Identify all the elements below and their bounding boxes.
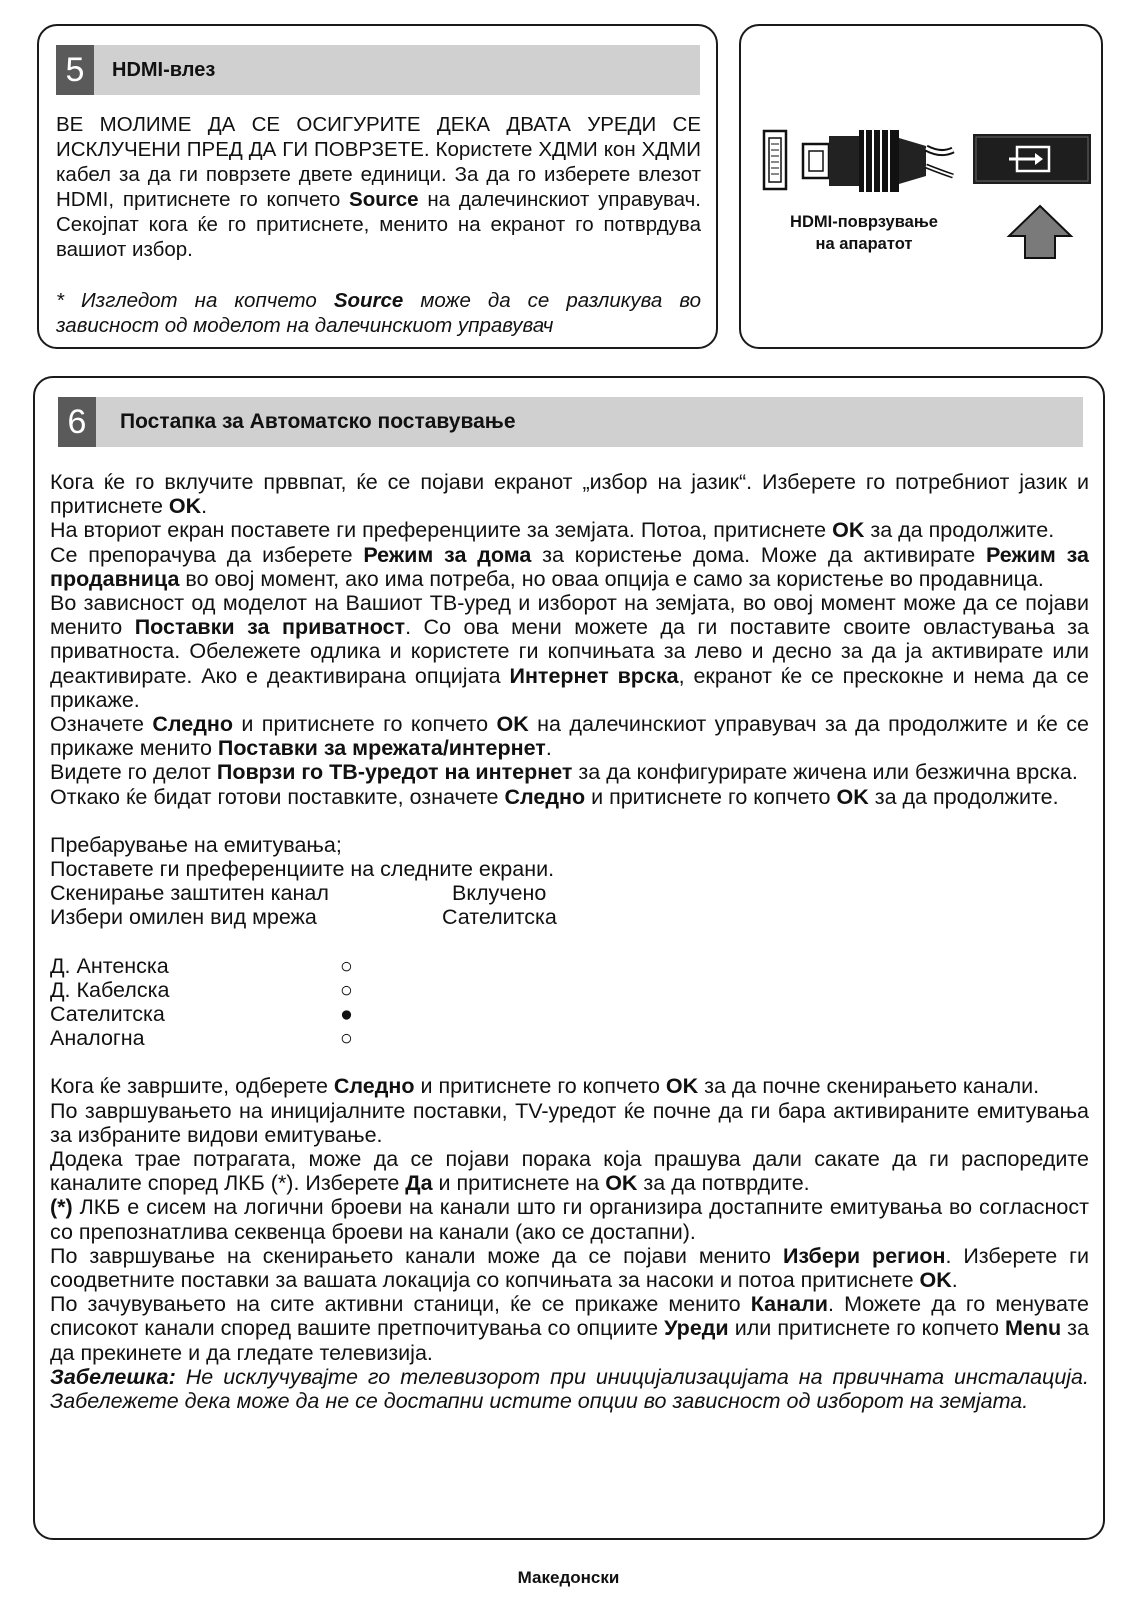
paragraph: Видете го делот Поврзи го ТВ-уредот на интернет за да конфигурирате жичена или безжична врска. <box>50 760 1078 785</box>
paragraph: По зачувувањето на сите активни станици, ќе се прикаже менито Канали. Можете да го менувате списокот канали според вашите претпочитувања со опциите Уреди или притиснете го копчето Menu за да прекинете и да гледате телевизија. <box>50 1292 1090 1365</box>
option-label: Д. Кабелска <box>50 977 170 1002</box>
hdmi-connection-figure <box>739 24 1103 349</box>
network-option <box>50 1002 1089 1026</box>
hdmi-port-icon <box>764 131 786 189</box>
figure-caption: HDMI-поврзување на апаратот <box>790 213 938 253</box>
network-option <box>50 954 1089 978</box>
paragraph: Означете Следно и притиснете го копчето OK на далечинскиот управувач за да продолжите и ќе се прикаже менито Поставки за мрежата/интернет. <box>50 712 1090 761</box>
section-header <box>58 397 1083 447</box>
source-input-button-icon <box>973 134 1091 184</box>
paragraph: Во зависност од моделот на Вашиот ТВ-уред и изборот на земјата, во овој момент може да се појави менито Поставки за приватност. Со ова мени можете да ги поставите своите овластувања за приватноста. Обележете одлика и користете ги копчињата за лево и десно за да ја активирате или деактивирате. Ако е деактивирана опцијата Интернет врска, екранот ќе се прескокне и нема да се прикаже. <box>50 591 1090 712</box>
setting-label: Скенирање заштитен канал <box>50 881 329 906</box>
source-button-note: * Изгледот на копчето Source може да се разликува во зависност од моделот на далечинскиот управувач <box>56 289 702 337</box>
search-subheading: Поставете ги преференциите на следните екрани. <box>50 857 555 882</box>
paragraph: Се препорачува да изберете Режим за дома за користење дома. Може да активирате Режим за продавница во овој момент, ако има потреба, но оваа опција е само за користење во продавница. <box>50 542 1089 591</box>
hdmi-input-section <box>37 24 718 349</box>
paragraph: Додека трае потрагата, може да се појави порака која прашува дали сакате да ги распоредите каналите според ЛКБ (*). Изберете Да и притиснете на OK за да потврдите. <box>50 1146 1089 1196</box>
paragraph: По завршување на скенирањето канали може да се појави менито Избери регион. Изберете ги соодветните поставки за вашата локација со копчињата за насоки и потоа притиснете OK. <box>50 1243 1089 1292</box>
section-number: 5 <box>56 45 94 95</box>
radio-mark: ○ <box>340 953 353 978</box>
network-option <box>50 1026 1089 1050</box>
section-number: 6 <box>58 397 96 447</box>
hdmi-cable-plug-icon <box>803 130 953 192</box>
setting-value: Сателитска <box>442 905 557 930</box>
auto-setup-section <box>33 376 1105 1540</box>
option-label: Сателитска <box>50 1002 165 1026</box>
paragraph: Кога ќе го вклучите прввпат, ќе се појави екранот „избор на јазик“. Изберете го потребниот јазик и притиснете OK. <box>50 470 1089 519</box>
page-footer-language: Македонски <box>517 1568 620 1587</box>
settings-row <box>50 905 1089 929</box>
section-title: HDMI-влез <box>112 59 216 81</box>
search-heading: Пребарување на емитувања; <box>50 832 342 857</box>
paragraph: Кога ќе завршите, одберете Следно и притиснете го копчето OK за да почне скенирањето канали. <box>50 1074 1040 1099</box>
section-title: Постапка за Автоматско поставување <box>120 410 516 433</box>
hdmi-instructions: ВЕ МОЛИМЕ ДА СЕ ОСИГУРИТЕ ДЕКА ДВАТА УРЕДИ СЕ ИСКЛУЧЕНИ ПРЕД ДА ГИ ПОВРЗЕТЕ. Користете ХДМИ кон ХДМИ кабел за да ги поврзете двете единици. За да го изберете влезот HDMI, притиснете го копчето Source на далечинскиот управувач. Секојпат кога ќе го притиснете, менито на екранот го потврдува вашиот избор. <box>56 113 701 261</box>
setup-instructions <box>50 470 1089 1413</box>
section-header <box>56 45 700 95</box>
setting-value: Вклучено <box>452 881 547 906</box>
paragraph: По завршувањето на иницијалните поставки, TV-уредот ќе почне да ги бара активираните емитувања за избраните видови емитување. <box>50 1098 1089 1147</box>
paragraph: На вториот екран поставете ги преференциите за земјата. Потоа, притиснете OK за да продолжите. <box>50 518 1055 543</box>
note-paragraph: Забелешка: Не исклучувајте го телевизорот при иницијализацијата на првичната инсталација. Забележете дека може да не се достапни истите опции во зависност од изборот на земјата. <box>50 1364 1089 1414</box>
network-option <box>50 978 1089 1002</box>
up-arrow-icon <box>1009 206 1071 258</box>
radio-mark: ● <box>340 1002 353 1026</box>
paragraph: (*) ЛКБ е сисем на логични броеви на канали што ги организира достапните емитувања во согласност со препознатлива секвенца броеви на канали (ако се достапни). <box>50 1195 1089 1244</box>
settings-row <box>50 881 1089 905</box>
setting-label: Избери омилен вид мрежа <box>50 905 317 930</box>
paragraph: Откако ќе бидат готови поставките, означете Следно и притиснете го копчето OK за да продолжите. <box>50 784 1059 809</box>
option-label: Д. Антенска <box>50 953 169 978</box>
radio-mark: ○ <box>340 977 353 1002</box>
radio-mark: ○ <box>340 1026 353 1051</box>
option-label: Аналогна <box>50 1026 145 1051</box>
